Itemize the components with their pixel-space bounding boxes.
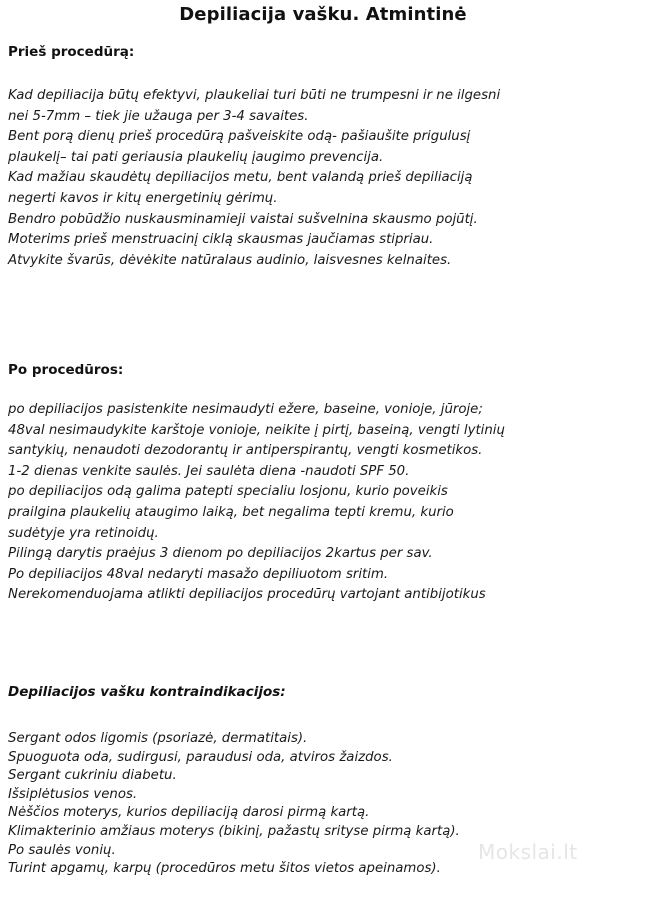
text-line: Pilingą darytis praėjus 3 dienom po depiliacijos 2kartus per sav.: [8, 546, 433, 562]
text-line: Išsiplėtusios venos.: [8, 786, 138, 802]
text-line: Turint apgamų, karpų (procedūros metu šitos vietos apeinamos).: [8, 861, 441, 877]
text-line: Po depiliacijos 48val nedaryti masažo depiliuotom sritim.: [8, 566, 389, 582]
text-line: Bendro pobūdžio nuskausminamieji vaistai sušvelnina skausmo pojūtį.: [8, 211, 478, 227]
text-line: Moterims prieš menstruacinį ciklą skausmas jaučiamas stipriau.: [8, 232, 434, 248]
text-line: Klimakterinio amžiaus moterys (bikinį, pažastų srityse pirmą kartą).: [8, 823, 460, 839]
text-line: Nerekomenduojama atlikti depiliacijos procedūrų vartojant antibijotikus: [8, 587, 486, 603]
text-line: prailgina plaukelių ataugimo laiką, bet negalima tepti kremu, kurio: [8, 504, 454, 520]
text-line: Kad mažiau skaudėtų depiliacijos metu, bent valandą prieš depiliaciją: [8, 170, 473, 186]
section-body-after: [8, 400, 640, 606]
text-line: plaukelį– tai pati geriausia plaukelių įaugimo prevencija.: [8, 149, 384, 165]
section-heading-contraindications: Depiliacijos vašku kontraindikacijos:: [8, 684, 286, 700]
text-line: Bent porą dienų prieš procedūrą pašveiskite odą- pašiaušite prigulusį: [8, 129, 471, 145]
text-line: 48val nesimaudykite karštoje vonioje, neikite į pirtį, baseiną, vengti lytinių: [8, 422, 505, 438]
text-line: Spuoguota oda, sudirgusi, paraudusi oda, atviros žaizdos.: [8, 749, 393, 765]
text-line: 1-2 dienas venkite saulės. Jei saulėta diena -naudoti SPF 50.: [8, 463, 410, 479]
watermark: Mokslai.lt: [478, 840, 578, 864]
text-line: nei 5-7mm – tiek jie užauga per 3-4 savaites.: [8, 108, 309, 124]
text-line: Po saulės vonių.: [8, 842, 116, 858]
text-line: sudėtyje yra retinoidų.: [8, 525, 159, 541]
text-line: Atvykite švarūs, dėvėkite natūralaus audinio, laisvesnes kelnaites.: [8, 252, 452, 268]
text-line: Nėščios moterys, kurios depiliaciją darosi pirmą kartą.: [8, 805, 370, 821]
text-line: po depiliacijos odą galima patepti specialiu losjonu, kurio poveikis: [8, 484, 448, 500]
section-heading-after: Po procedūros:: [8, 362, 124, 378]
text-line: po depiliacijos pasistenkite nesimaudyti ežere, baseine, vonioje, jūroje;: [8, 402, 483, 417]
text-line: Sergant odos ligomis (psoriazė, dermatitais).: [8, 731, 308, 746]
document-title: Depiliacija vašku. Atmintinė: [179, 4, 467, 25]
section-heading-before: Prieš procedūrą:: [8, 44, 135, 60]
text-line: Kad depiliacija būtų efektyvi, plaukeliai turi būti ne trumpesni ir ne ilgesni: [8, 88, 501, 103]
text-line: negerti kavos ir kitų energetinių gėrimų.: [8, 190, 278, 206]
text-line: santykių, nenaudoti dezodorantų ir antiperspirantų, vengti kosmetikos.: [8, 443, 483, 459]
text-line: Sergant cukriniu diabetu.: [8, 768, 177, 784]
section-body-before: [8, 86, 640, 271]
